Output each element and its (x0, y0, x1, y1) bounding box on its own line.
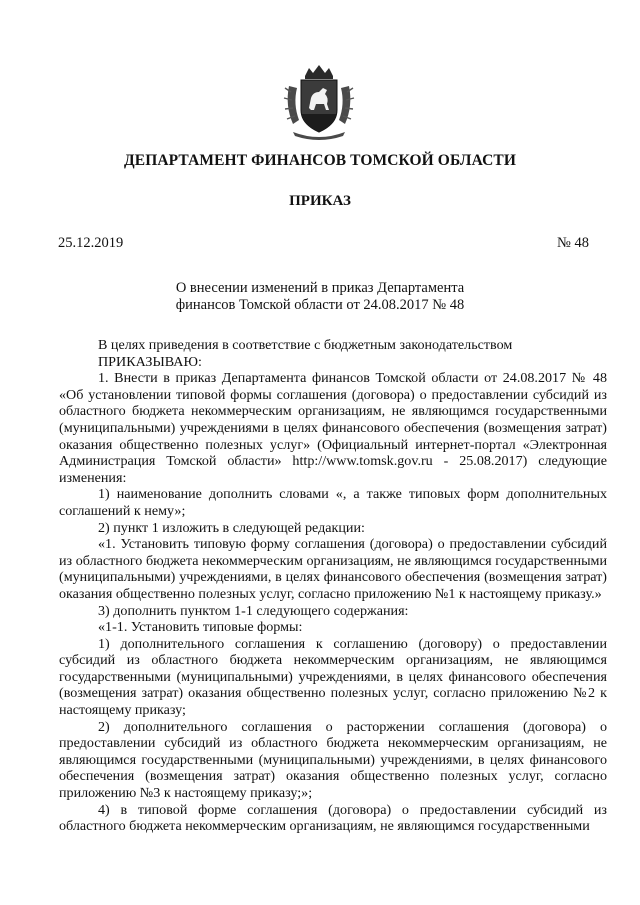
subject-line: финансов Томской области от 24.08.2017 № 48 (175, 297, 465, 313)
document-date: 25.12.2019 (58, 235, 124, 251)
document-type: ПРИКАЗ (289, 193, 351, 209)
document-number: № 48 (557, 235, 589, 251)
paragraph: ПРИКАЗЫВАЮ: (98, 353, 202, 370)
paragraph: «1-1. Установить типовые формы: (98, 619, 303, 636)
paragraph: «1. Установить типовую форму соглашения (договора) о предоставлении субсидий из областного бюджета некоммерческим организациям, не являющимся государственными (муниципальными) учреждениями, в целях финансового обеспечения (возмещения затрат) оказания общественно полезных услуг, согласно приложению №1 к настоящему приказу.» (59, 536, 607, 602)
document-subject (150, 280, 490, 314)
paragraph: В целях приведения в соответствие с бюджетным законодательством (98, 337, 513, 353)
paragraph: 2) дополнительного соглашения о расторжении соглашения (договора) о предоставлении субсидий из областного бюджета некоммерческим организациям, не являющимся государственными (муниципальными) учреждениями, в целях финансового обеспечения (возмещения затрат) оказания общественно полезных услуг, согласно приложению №3 к настоящему приказу;»; (59, 718, 607, 802)
paragraph: 1) дополнительного соглашения к соглашению (договору) о предоставлении субсидий из областного бюджета некоммерческим организациям, не являющимся государственными (муниципальными) учреждениями, в целях финансового обеспечения (возмещения затрат) оказания общественно полезных услуг, согласно приложению №2 к настоящему приказу; (59, 635, 607, 719)
document-body (59, 337, 607, 835)
subject-line: О внесении изменений в приказ Департамента (175, 280, 465, 296)
paragraph: 3) дополнить пунктом 1-1 следующего содержания: (98, 602, 409, 619)
department-title: ДЕПАРТАМЕНТ ФИНАНСОВ ТОМСКОЙ ОБЛАСТИ (124, 152, 516, 169)
paragraph: 1) наименование дополнить словами «, а также типовых форм дополнительных соглашений к нему»; (59, 486, 607, 519)
coat-of-arms-icon (283, 62, 355, 142)
paragraph: 2) пункт 1 изложить в следующей редакции: (98, 519, 365, 536)
paragraph: 4) в типовой форме соглашения (договора) о предоставлении субсидий из областного бюджета некоммерческим организациям, не являющимся государственными (59, 801, 607, 835)
paragraph: 1. Внести в приказ Департамента финансов Томской области от 24.08.2017 № 48 «Об установлении типовой формы соглашения (договора) о предоставлении субсидий из областного бюджета некоммерческим организациям, не являющимся государственными (муниципальными) учреждениями в целях финансового обеспечения (возмещения затрат) оказания общественно полезных услуг» (Официальный интернет-портал «Электронная Администрация Томской области» http://www.tomsk.gov.ru - 25.08.2017) следующие изменения: (59, 370, 607, 486)
